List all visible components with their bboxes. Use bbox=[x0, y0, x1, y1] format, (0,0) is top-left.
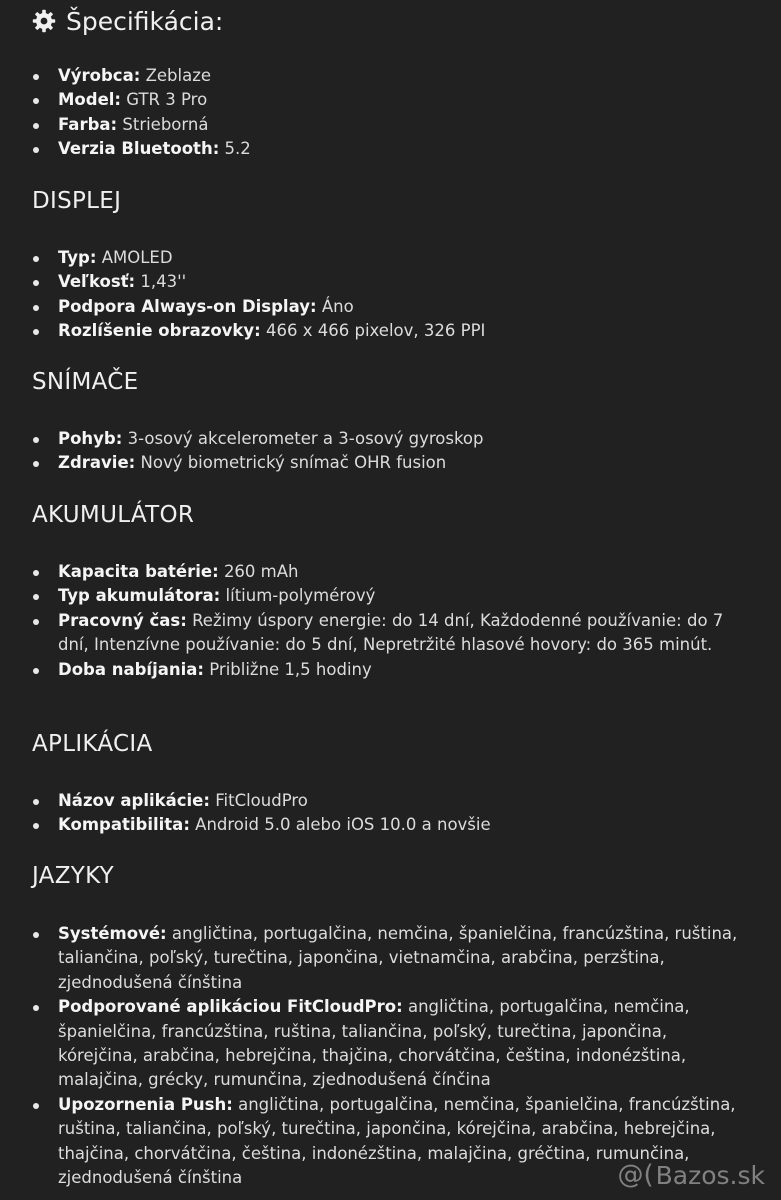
gear-icon bbox=[32, 9, 56, 33]
list-item bbox=[30, 137, 750, 161]
spec-label: Podpora Always-on Display: bbox=[58, 296, 317, 316]
watermark-text: Bazos.sk bbox=[655, 1160, 765, 1190]
spec-value: Režimy úspory energie: do 14 dní, Každodenné používanie: do 7 dní, Intenzívne používanie: do 5 dní, Nepretržité hlasové hovory: do 365 minút. bbox=[58, 610, 724, 655]
spec-label: Typ akumulátora: bbox=[58, 586, 221, 606]
spec-value: Android 5.0 alebo iOS 10.0 a novšie bbox=[195, 815, 491, 835]
spec-value: lítium-polymérový bbox=[225, 586, 376, 606]
list-item bbox=[30, 64, 750, 88]
spec-label: Typ: bbox=[58, 248, 97, 267]
spec-label: Kompatibilita: bbox=[58, 815, 190, 835]
battery-spec-list bbox=[30, 560, 750, 682]
list-item bbox=[30, 427, 750, 451]
list-item bbox=[30, 88, 750, 112]
spec-value: Približne 1,5 hodiny bbox=[209, 659, 372, 679]
spec-value: Strieborná bbox=[122, 114, 209, 134]
list-item bbox=[30, 995, 750, 1093]
spec-value: Zeblaze bbox=[145, 66, 212, 85]
app-spec-list bbox=[30, 789, 750, 838]
spec-label: Systémové: bbox=[58, 924, 167, 943]
list-item bbox=[30, 584, 750, 608]
spec-label: Podporované aplikáciou FitCloudPro: bbox=[58, 997, 403, 1017]
spec-value: angličtina, portugalčina, nemčina, španielčina, francúzština, ruština, taliančina, poľský, turečtina, japončina, kórejčina, arabčina, hebrejčina, thajčina, chorvátčina, čeština, indonézština, malajčina, gréčtina, rumunčina, zjednodušená čínština bbox=[58, 1094, 736, 1188]
spec-value: 1,43'' bbox=[140, 272, 187, 292]
watermark-at-icon: @( bbox=[617, 1160, 654, 1190]
list-item bbox=[30, 789, 750, 813]
spec-label: Farba: bbox=[58, 114, 118, 134]
spec-label: Upozornenia Push: bbox=[58, 1094, 233, 1114]
spec-label: Doba nabíjania: bbox=[58, 659, 204, 679]
spec-value: FitCloudPro bbox=[215, 791, 308, 810]
section-heading-battery: AKUMULÁTOR bbox=[32, 502, 195, 528]
spec-value: GTR 3 Pro bbox=[126, 90, 208, 110]
section-heading-app: APLIKÁCIA bbox=[32, 731, 153, 757]
spec-label: Verzia Bluetooth: bbox=[58, 139, 220, 159]
list-item bbox=[30, 922, 750, 995]
list-item bbox=[30, 113, 750, 137]
spec-label: Zdravie: bbox=[58, 453, 136, 473]
section-heading-languages: JAZYKY bbox=[32, 863, 115, 889]
section-heading-sensors: SNÍMAČE bbox=[32, 369, 139, 395]
spec-label: Rozlíšenie obrazovky: bbox=[58, 321, 261, 341]
watermark bbox=[617, 1160, 765, 1190]
list-item bbox=[30, 295, 750, 319]
sensors-spec-list bbox=[30, 427, 750, 476]
spec-label: Model: bbox=[58, 90, 122, 110]
list-item bbox=[30, 246, 750, 270]
spec-label: Názov aplikácie: bbox=[58, 791, 210, 810]
spec-label: Kapacita batérie: bbox=[58, 562, 219, 581]
page-title bbox=[32, 4, 223, 38]
spec-label: Veľkosť: bbox=[58, 272, 136, 292]
spec-value: 5.2 bbox=[224, 139, 251, 159]
title-text: Špecifikácia: bbox=[66, 6, 224, 36]
spec-value: angličtina, portugalčina, nemčina, španielčina, francúzština, ruština, taliančina, poľský, turečtina, japončina, vietnamčina, arabčina, perzština, zjednodušená čínština bbox=[58, 924, 738, 992]
spec-value: Nový biometrický snímač OHR fusion bbox=[140, 453, 447, 473]
spec-value: angličtina, portugalčina, nemčina, španielčina, francúzština, ruština, taliančina, poľský, turečtina, japončina, kórejčina, arabčina, hebrejčina, thajčina, chorvátčina, čeština, indonézština, malajčina, grécky, rumunčina, zjednodušená čínčina bbox=[58, 997, 690, 1090]
list-item bbox=[30, 609, 750, 658]
display-spec-list bbox=[30, 246, 750, 344]
spec-label: Pracovný čas: bbox=[58, 610, 187, 630]
spec-value: 3-osový akcelerometer a 3-osový gyroskop bbox=[127, 429, 484, 448]
spec-label: Výrobca: bbox=[58, 66, 141, 85]
spec-value: 466 x 466 pixelov, 326 PPI bbox=[266, 321, 486, 341]
section-heading-display: DISPLEJ bbox=[32, 188, 122, 214]
spec-value: Áno bbox=[321, 296, 354, 316]
spec-label: Pohyb: bbox=[58, 429, 123, 448]
list-item bbox=[30, 560, 750, 584]
list-item bbox=[30, 319, 750, 343]
list-item bbox=[30, 451, 750, 475]
list-item bbox=[30, 813, 750, 837]
languages-spec-list bbox=[30, 922, 750, 1190]
list-item bbox=[30, 658, 750, 682]
spec-value: AMOLED bbox=[101, 248, 173, 267]
list-item bbox=[30, 270, 750, 294]
general-spec-list bbox=[30, 64, 750, 162]
spec-value: 260 mAh bbox=[223, 562, 299, 581]
